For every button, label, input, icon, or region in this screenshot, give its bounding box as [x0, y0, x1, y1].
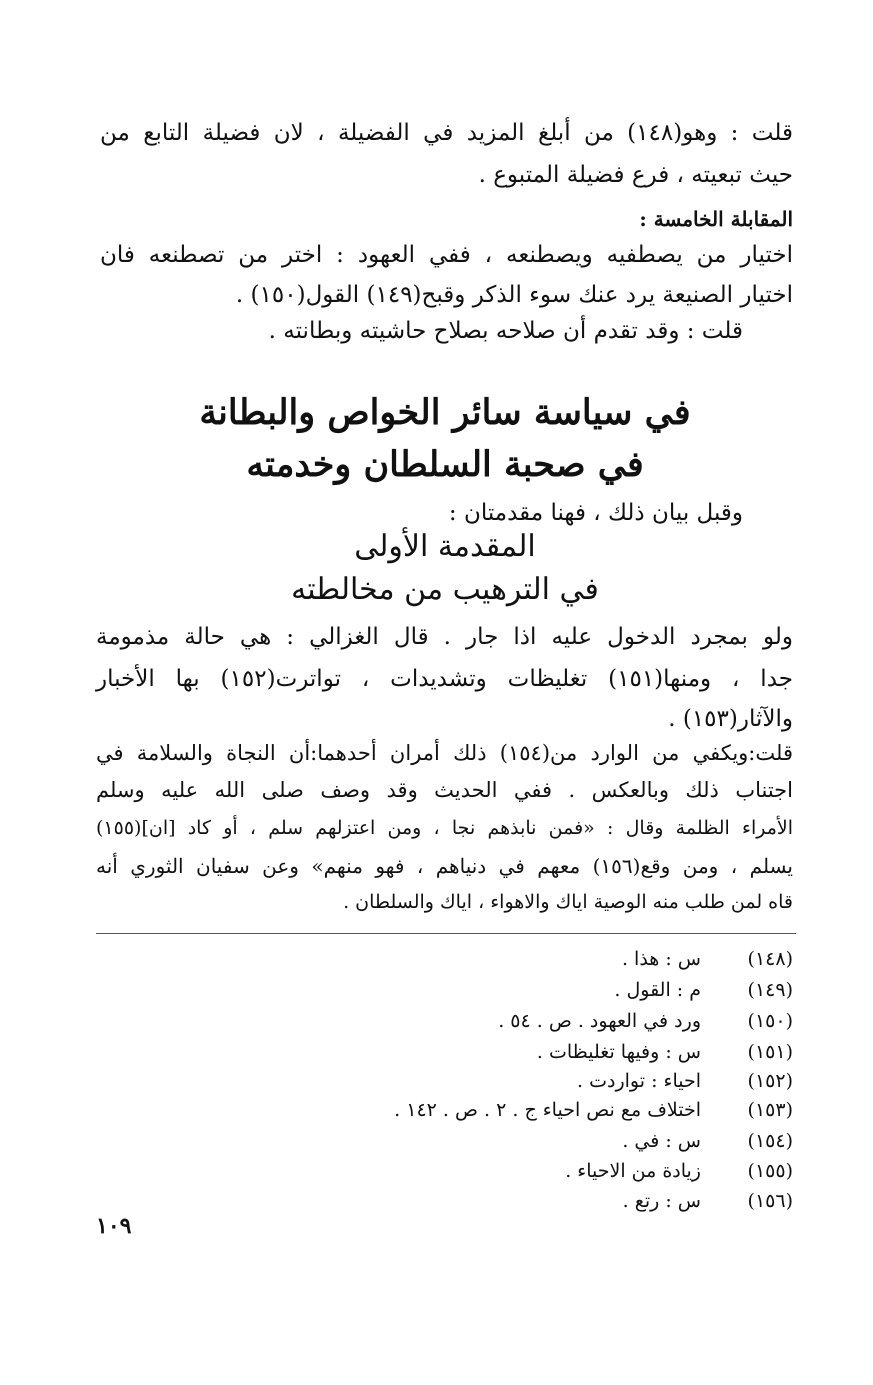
- footnote: [93, 1157, 793, 1185]
- footnote-text: احياء : تواردت .: [577, 1070, 701, 1092]
- footnote-number: (١٥٥): [747, 1160, 793, 1182]
- footnote-text: اختلاف مع نص احياء ج . ٢ . ص . ١٤٢ .: [394, 1099, 701, 1121]
- footnote-text: ورد في العهود . ص . ٥٤ .: [498, 1010, 701, 1032]
- footnote: [93, 976, 793, 1004]
- footnote-text: س : رتع .: [622, 1190, 701, 1212]
- footnote-separator: [96, 933, 796, 934]
- footnote: [93, 1096, 793, 1124]
- text-line: ولو بمجرد الدخول عليه اذا جار . قال الغزالي : هي حالة مذمومة: [96, 624, 793, 650]
- text-line: والآثار(١٥٣) .: [668, 706, 793, 732]
- section-title: في الترهيب من مخالطته: [291, 572, 599, 607]
- text-line: وقبل بيان ذلك ، فهنا مقدمتان :: [448, 500, 743, 526]
- section-title: المقدمة الأولى: [354, 529, 536, 564]
- footnote: [93, 1038, 793, 1066]
- footnote-text: م : القول .: [614, 979, 701, 1001]
- text-line: يسلم ، ومن وقع(١٥٦) معهم في دنياهم ، فهو منهم» وعن سفيان الثوري أنه: [96, 854, 793, 878]
- footnote-text: س : هذا .: [621, 948, 701, 970]
- section-subheading: المقابلة الخامسة :: [639, 207, 793, 231]
- footnote: [93, 1067, 793, 1095]
- footnote-number: (١٤٩): [747, 979, 793, 1001]
- footnote-number: (١٥١): [747, 1041, 793, 1063]
- text-line: قلت : وقد تقدم أن صلاحه بصلاح حاشيته وبطانته .: [268, 318, 743, 344]
- text-line: اختيار من يصطفيه ويصطنعه ، ففي العهود : اختر من تصطنعه فان: [100, 242, 793, 268]
- footnote-number: (١٥٣): [747, 1099, 793, 1121]
- text-line: الأمراء الظلمة وقال : «فمن نابذهم نجا ، ومن اعتزلهم سلم ، أو كاد [ان](١٥٥): [96, 817, 793, 839]
- text-line: جدا ، ومنها(١٥١) تغليظات وتشديدات ، تواترت(١٥٢) بها الأخبار: [96, 666, 793, 692]
- footnote-number: (١٥٦): [747, 1190, 793, 1212]
- footnote-number: (١٥٠): [747, 1010, 793, 1032]
- footnote: [93, 1127, 793, 1155]
- text-line: اجتناب ذلك وبالعكس . ففي الحديث وقد وصف صلى الله عليه وسلم: [96, 778, 793, 802]
- footnote-text: زيادة من الاحياء .: [565, 1160, 701, 1182]
- footnote: [93, 945, 793, 973]
- footnote-text: س : وفيها تغليظات .: [536, 1041, 701, 1063]
- chapter-title: في سياسة سائر الخواص والبطانة: [199, 392, 691, 433]
- text-line: قلت:ويكفي من الوارد من(١٥٤) ذلك أمران أحدهما:أن النجاة والسلامة في: [96, 741, 793, 765]
- text-line: قاه لمن طلب منه الوصية اياك والاهواء ، اياك والسلطان .: [343, 891, 793, 913]
- text-line: اختيار الصنيعة يرد عنك سوء الذكر وقبح(١٤٩) القول(١٥٠) .: [235, 282, 793, 308]
- page-number: ١٠٩: [96, 1213, 132, 1239]
- chapter-title: في صحبة السلطان وخدمته: [246, 444, 644, 485]
- footnote-number: (١٥٤): [747, 1130, 793, 1152]
- text-line: قلت : وهو(١٤٨) من أبلغ المزيد في الفضيلة ، لان فضيلة التابع من: [100, 120, 793, 146]
- footnote: [93, 1187, 793, 1215]
- text-line: حيث تبعيته ، فرع فضيلة المتبوع .: [478, 162, 793, 188]
- footnote-text: س : في .: [622, 1130, 701, 1152]
- footnote-number: (١٥٢): [747, 1070, 793, 1092]
- footnote-number: (١٤٨): [747, 948, 793, 970]
- footnote: [93, 1007, 793, 1035]
